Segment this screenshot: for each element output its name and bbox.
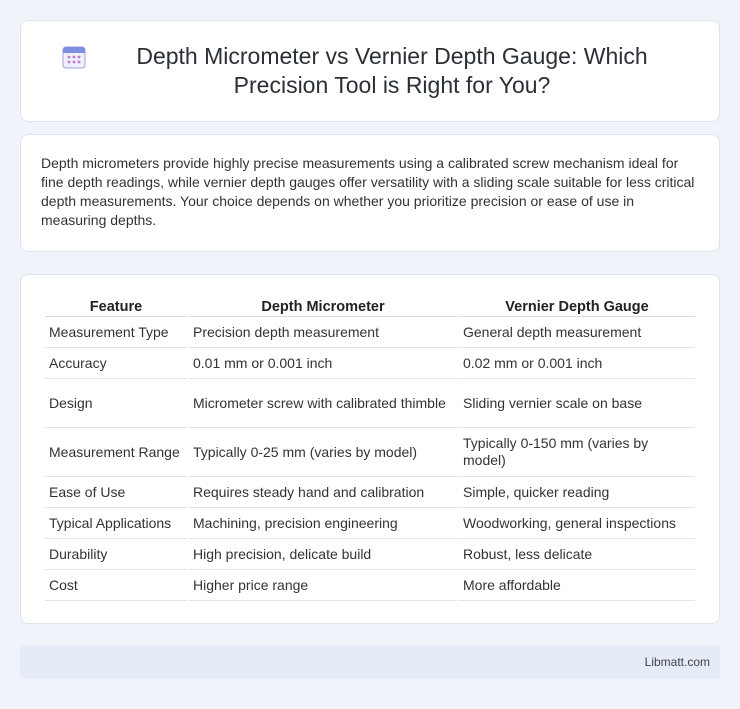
row-feature: Measurement Type <box>45 317 187 348</box>
row-micrometer: Higher price range <box>189 570 457 601</box>
row-micrometer: Requires steady hand and calibration <box>189 477 457 508</box>
table-row <box>45 317 695 348</box>
row-feature: Accuracy <box>45 348 187 379</box>
title-wrap <box>21 42 719 100</box>
summary-card <box>20 134 720 252</box>
page-title: Depth Micrometer vs Vernier Depth Gauge: Which Precision Tool is Right for You? <box>136 43 648 98</box>
title-card <box>20 20 720 122</box>
row-feature: Design <box>45 379 187 428</box>
footer-brand-link[interactable]: Libmatt.com <box>644 655 710 669</box>
row-vernier: Typically 0-150 mm (varies by model) <box>459 428 695 477</box>
table-row <box>45 539 695 570</box>
row-micrometer: High precision, delicate build <box>189 539 457 570</box>
row-feature: Measurement Range <box>45 428 187 477</box>
row-vernier: Robust, less delicate <box>459 539 695 570</box>
row-feature: Cost <box>45 570 187 601</box>
header-depth-micrometer: Depth Micrometer <box>189 297 457 317</box>
table-header-row <box>45 297 695 317</box>
row-vernier: Simple, quicker reading <box>459 477 695 508</box>
header-vernier-depth-gauge: Vernier Depth Gauge <box>459 297 695 317</box>
row-micrometer: Precision depth measurement <box>189 317 457 348</box>
footer <box>20 645 720 679</box>
table-row <box>45 379 695 428</box>
comparison-table <box>43 297 697 601</box>
row-feature: Typical Applications <box>45 508 187 539</box>
calendar-icon <box>61 44 87 70</box>
table-row <box>45 348 695 379</box>
row-micrometer: Machining, precision engineering <box>189 508 457 539</box>
header-feature: Feature <box>45 297 187 317</box>
row-vernier: Sliding vernier scale on base <box>459 379 695 428</box>
table-row <box>45 428 695 477</box>
summary-text: Depth micrometers provide highly precise measurements using a calibrated screw mechanism ideal for fine depth readings, while vernier depth gauges offer versatility with a sliding scale suitable for less critical depth measurements. Your choice depends on whether you prioritize precision or ease of use in measuring depths. <box>41 155 695 228</box>
row-micrometer: Typically 0-25 mm (varies by model) <box>189 428 457 477</box>
table-row <box>45 570 695 601</box>
row-vernier: 0.02 mm or 0.001 inch <box>459 348 695 379</box>
row-micrometer: Micrometer screw with calibrated thimble <box>189 379 457 428</box>
row-vernier: More affordable <box>459 570 695 601</box>
table-row <box>45 477 695 508</box>
row-micrometer: 0.01 mm or 0.001 inch <box>189 348 457 379</box>
row-feature: Durability <box>45 539 187 570</box>
comparison-card <box>20 274 720 624</box>
row-feature: Ease of Use <box>45 477 187 508</box>
row-vernier: General depth measurement <box>459 317 695 348</box>
row-vernier: Woodworking, general inspections <box>459 508 695 539</box>
table-row <box>45 508 695 539</box>
